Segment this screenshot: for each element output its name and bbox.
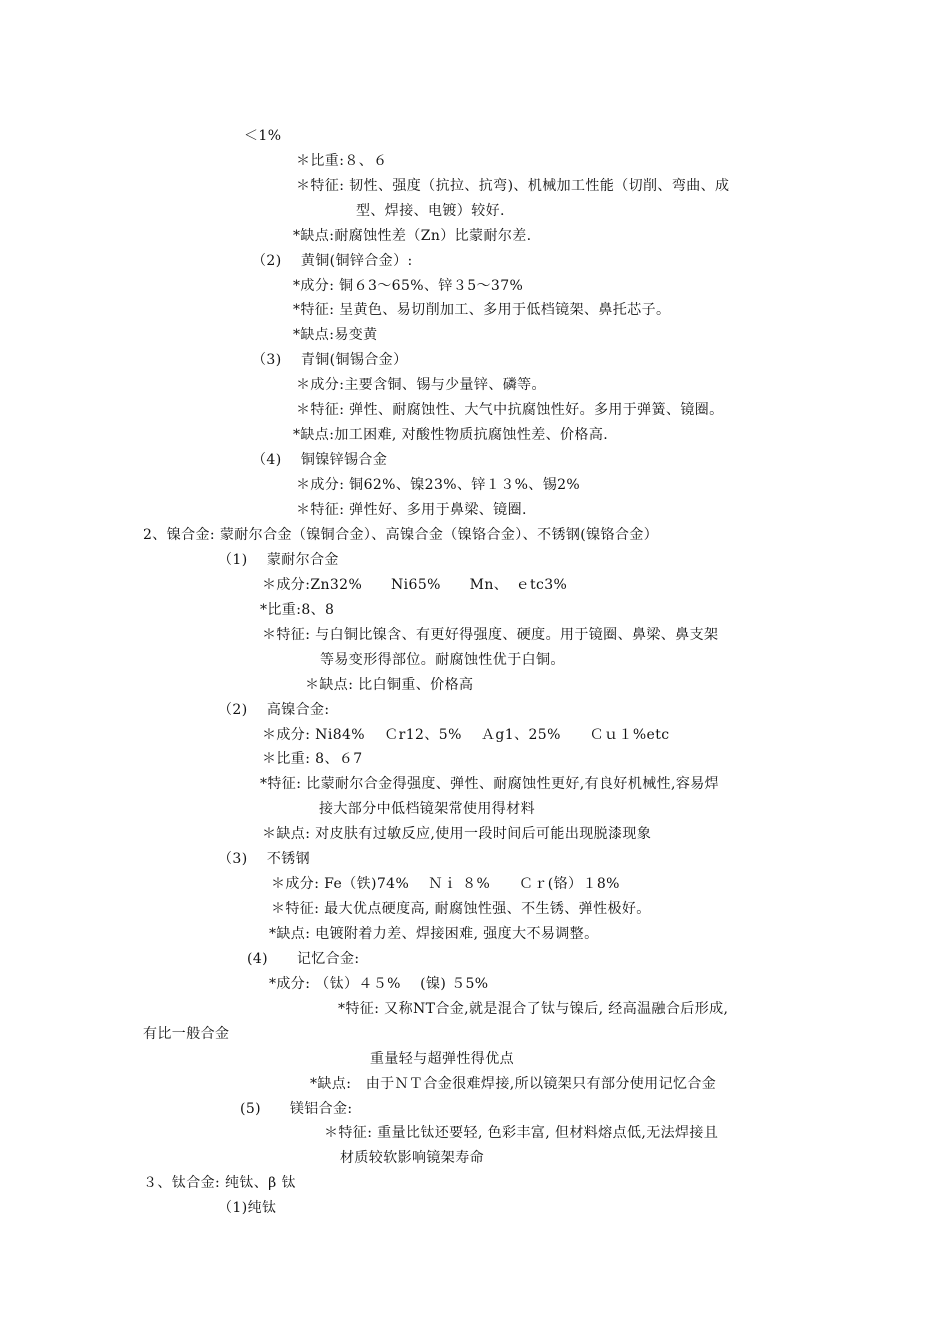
text-line: ＊比重: 8、６7 bbox=[262, 751, 363, 767]
text-line: *缺点: 由于ＮＴ合金很难焊接,所以镜架只有部分使用记忆合金 bbox=[310, 1076, 717, 1092]
text-line: ＊比重:８、６ bbox=[296, 153, 388, 169]
chapter-heading: 2、镍合金: 蒙耐尔合金（镍铜合金）、高镍合金（镍铬合金）、不锈钢(镍铬合金） bbox=[143, 527, 659, 543]
text-line: *特征: 呈黄色、易切削加工、多用于低档镜架、鼻托芯子。 bbox=[293, 302, 671, 318]
text-line: ＊成分: Fe（铁)74% Ｎｉ ８% Ｃｒ(铬）１8% bbox=[271, 876, 620, 892]
section-heading: （1) 蒙耐尔合金 bbox=[218, 552, 339, 568]
text-line: ＊特征: 与白铜比镍含、有更好得强度、硬度。用于镜圈、鼻梁、鼻支架 bbox=[262, 627, 719, 643]
text-line: ＊特征: 重量比钛还要轻, 色彩丰富, 但材料熔点低,无法焊接且 bbox=[324, 1125, 719, 1141]
text-line: *特征: 又称NT合金,就是混合了钛与镍后, 经高温融合后形成, bbox=[338, 1001, 729, 1017]
text-line: *成分: （钛）４５% (镍) ５5% bbox=[269, 976, 489, 992]
section-heading: （3) 青铜(铜锡合金） bbox=[252, 352, 408, 368]
text-line: *比重:8、8 bbox=[260, 602, 335, 618]
text-line: 材质较软影响镜架寿命 bbox=[340, 1150, 484, 1166]
text-line: 接大部分中低档镜架常使用得材料 bbox=[319, 801, 535, 817]
text-line: 有比一般合金 bbox=[143, 1026, 230, 1042]
section-heading: （2) 高镍合金: bbox=[218, 702, 330, 718]
text-line: ＊成分:主要含铜、锡与少量锌、磷等。 bbox=[296, 377, 546, 393]
text-line: *特征: 比蒙耐尔合金得强度、弹性、耐腐蚀性更好,有良好机械性,容易焊 bbox=[260, 776, 720, 792]
text-line: *缺点: 电镀附着力差、焊接困难, 强度大不易调整。 bbox=[269, 926, 599, 942]
section-heading: （4) 铜镍锌锡合金 bbox=[252, 452, 388, 468]
text-line: *成分: 铜６3～65%、锌３5～37% bbox=[293, 278, 524, 294]
text-line: 型、焊接、电镀）较好. bbox=[356, 203, 505, 219]
text-line: ＊特征: 最大优点硬度高, 耐腐蚀性强、不生锈、弹性极好。 bbox=[271, 901, 651, 917]
text-line: ＊成分: 铜62%、镍23%、锌１３%、锡2% bbox=[296, 477, 581, 493]
section-heading: （1)纯钛 bbox=[218, 1200, 277, 1216]
section-heading: （2) 黄铜(铜锌合金）: bbox=[252, 253, 413, 269]
chapter-heading: ３、钛合金: 纯钛、β 钛 bbox=[143, 1175, 296, 1191]
text-line: *缺点:易变黄 bbox=[293, 327, 378, 343]
section-heading: (5) 镁铝合金: bbox=[240, 1101, 353, 1117]
text-line: ＊成分: Ni84% Ｃr12、5% Ａg1、25% Ｃｕ１%etc bbox=[262, 727, 670, 743]
text-line: ＊特征: 弹性好、多用于鼻梁、镜圈. bbox=[296, 502, 527, 518]
text-line: ＜1% bbox=[244, 128, 282, 144]
text-line: ＊缺点: 比白铜重、价格高 bbox=[305, 677, 474, 693]
text-line: *缺点:加工困难, 对酸性物质抗腐蚀性差、价格高. bbox=[293, 427, 609, 443]
text-line: ＊特征: 弹性、耐腐蚀性、大气中抗腐蚀性好。多用于弹簧、镜圈。 bbox=[296, 402, 724, 418]
text-line: *缺点:耐腐蚀性差（Zn）比蒙耐尔差. bbox=[293, 228, 532, 244]
text-line: 等易变形得部位。耐腐蚀性优于白铜。 bbox=[320, 652, 565, 668]
text-line: ＊缺点: 对皮肤有过敏反应,使用一段时间后可能出现脱漆现象 bbox=[262, 826, 652, 842]
section-heading: (4) 记忆合金: bbox=[247, 951, 360, 967]
text-line: ＊成分:Zn32% Ni65% Mn、 ｅtc3% bbox=[262, 577, 568, 593]
text-line: ＊特征: 韧性、强度（抗拉、抗弯)、机械加工性能（切削、弯曲、成 bbox=[296, 178, 730, 194]
text-line: 重量轻与超弹性得优点 bbox=[370, 1051, 514, 1067]
section-heading: （3) 不锈钢 bbox=[218, 851, 311, 867]
